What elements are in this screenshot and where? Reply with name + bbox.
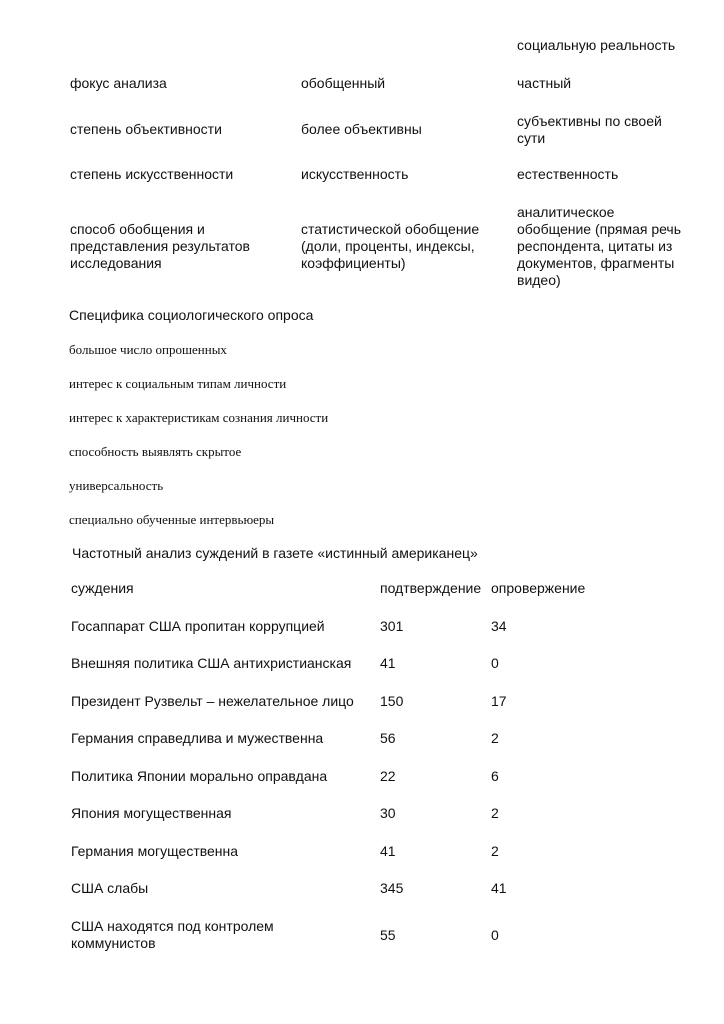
- judgement-cell: Политика Японии морально оправдана: [71, 767, 328, 784]
- criterion-artificiality: степень искусственности: [70, 166, 234, 182]
- judgement-cell: Германия справедлива и мужественна: [71, 730, 324, 746]
- list-item: интерес к характеристикам сознания личности: [69, 410, 329, 425]
- header-refute: опровержение: [491, 580, 586, 596]
- confirm-cell: 55: [380, 926, 396, 943]
- judgement-cell: США слабы: [71, 880, 149, 896]
- quantitative-focus: обобщенный: [301, 75, 386, 91]
- list-item: универсальность: [69, 478, 164, 493]
- refute-cell: 6: [491, 767, 499, 784]
- qualitative-objectivity: субъективны по своей сути: [517, 113, 662, 146]
- refute-cell: 34: [491, 617, 507, 634]
- survey-list: [69, 341, 328, 545]
- header-judgement: суждения: [71, 580, 134, 596]
- table-row: [71, 805, 631, 843]
- qualitative-focus: частный: [517, 75, 572, 91]
- table-row: [71, 618, 631, 656]
- confirm-cell: 56: [380, 730, 396, 746]
- list-item: интерес к социальным типам личности: [69, 376, 287, 391]
- table-row: [71, 880, 631, 918]
- refute-cell: 41: [491, 880, 507, 896]
- quantitative-generalization: статистической обобщение (доли, проценты, индексы, коэффициенты): [301, 221, 480, 271]
- table-row: [71, 730, 631, 768]
- refute-cell: 2: [491, 842, 499, 859]
- refute-cell: 0: [491, 926, 499, 943]
- judgement-cell: США находятся под контролем коммунистов: [71, 917, 274, 951]
- frequency-heading: Частотный анализ суждений в газете «истинный американец»: [72, 545, 478, 561]
- criterion-generalization: способ обобщения и представления результатов исследования: [70, 221, 250, 271]
- confirm-cell: 41: [380, 655, 396, 671]
- judgement-cell: Госаппарат США пропитан коррупцией: [71, 617, 325, 634]
- refute-cell: 2: [491, 805, 499, 821]
- table-row: [71, 768, 631, 806]
- qualitative-generalization: аналитическое обобщение (прямая речь респондента, цитаты из документов, фрагменты видео): [517, 204, 682, 288]
- frequency-table: [71, 580, 631, 955]
- quantitative-objectivity: более объективны: [301, 121, 422, 137]
- confirm-cell: 150: [380, 692, 404, 709]
- judgement-cell: Германия могущественна: [71, 842, 239, 859]
- list-item: способность выявлять скрытое: [69, 444, 242, 459]
- table-row: [71, 655, 631, 693]
- refute-cell: 0: [491, 655, 499, 671]
- list-item: специально обученные интервьюеры: [69, 512, 275, 527]
- refute-cell: 17: [491, 692, 507, 709]
- quantitative-artificiality: искусственность: [301, 166, 409, 182]
- confirm-cell: 301: [380, 617, 404, 634]
- qualitative-artificiality: естественность: [517, 166, 619, 182]
- table-row: [71, 918, 631, 956]
- table-continued-fragment: социальную реальность: [517, 37, 676, 53]
- criterion-focus: фокус анализа: [70, 75, 167, 91]
- judgement-cell: Президент Рузвельт – нежелательное лицо: [71, 692, 354, 709]
- survey-heading: Специфика социологического опроса: [69, 307, 314, 323]
- confirm-cell: 41: [380, 842, 396, 859]
- criterion-objectivity: степень объективности: [70, 121, 222, 137]
- table-row: [71, 693, 631, 731]
- confirm-cell: 30: [380, 805, 396, 821]
- list-item: большое число опрошенных: [69, 342, 227, 357]
- refute-cell: 2: [491, 730, 499, 746]
- judgement-cell: Внешняя политика США антихристианская: [71, 655, 352, 671]
- header-confirm: подтверждение: [380, 580, 482, 596]
- judgement-cell: Япония могущественная: [71, 805, 232, 821]
- table-row: [71, 843, 631, 881]
- table-header-row: [71, 580, 631, 618]
- confirm-cell: 22: [380, 767, 396, 784]
- confirm-cell: 345: [380, 880, 404, 896]
